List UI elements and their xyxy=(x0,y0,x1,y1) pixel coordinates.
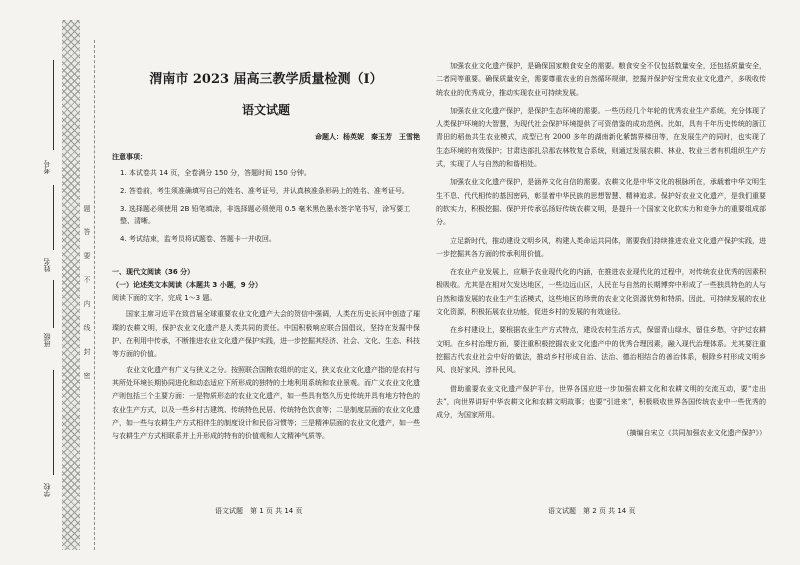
seal-char: 封 xyxy=(83,348,91,355)
passage-paragraph: 加强农业文化遗产保护，是确保国家粮食安全的需要。粮食安全不仅包括数量安全，还包括质量安全，二者同等重要。确保质量安全，需要尊重农业的自然循环规律，挖掘并保护好宝贵农业文化遗产，多吸收传统农业的优秀成分，推动实现农业可持续发展。 xyxy=(436,62,766,97)
passage-paragraph: 在农业产业发展上，应顺予农业现代化的内涵，在推进农业现代化的过程中，对传统农业优秀的因素积极吸收。尤其是在相对欠发达地区，一些边远山区，人民在与自然的长期博弈中形成了一些独具特色的人与自然和谐发展的农业生产生活模式，这些地区的珍贵的农业文化资源优势和特质。因此，可持续发展的农业文化资源，积极拓展农业功能，促进乡村的发展的有效途径。 xyxy=(436,268,766,317)
school-label: 学校 xyxy=(43,483,51,497)
exam-no-label: 考号 xyxy=(43,160,51,174)
school-underline xyxy=(53,370,54,475)
note-item: 4. 考试结束，监考员将试题卷、答题卡一并收回。 xyxy=(120,234,276,243)
seal-char: 答 xyxy=(83,228,91,235)
exam-no-underline xyxy=(53,60,54,150)
seal-char: 内 xyxy=(83,300,91,307)
passage-paragraph: 在乡村建设上，要根据农业生产方式特点，建设农村生活方式，保留青山绿水，留住乡愁，守护过农耕文明。在乡村治理方面，要注重积极挖掘农业文化遗产中的优秀合理因素，融入现代治理体系。尤其要注重挖掘古代农业社会中好的做法，推动乡村形成自治、法治、德治相结合的善治体系，根除乡村形成文明乡风、良好家风、淳朴民风。 xyxy=(436,326,766,375)
exam-page-2 xyxy=(436,60,766,441)
reading-instruction: 阅读下面的文字，完成 1～3 题。 xyxy=(112,294,217,303)
passage-paragraph: 加强农业文化遗产保护，是保护生态环境的需要。一些历经几个年轮的优秀农业生产系统，充分体现了人类保护环境的大智慧，为现代社会保护环境提供了可资借鉴的成功范例。比如，具有千年历史传统的浙江青田的稻鱼共生农业模式，成型已有 2000 多年的湖南新化紫鹊界梯田等，在发展生产的同时，也实现了生态环境的有效保护；甘肃迭部扎尕那农林牧复合系统，则通过发展农耕、林业、牧业三者有机组织生产方式，实现了人与自然的和谐相处。 xyxy=(436,106,766,169)
class-label: 班级 xyxy=(43,333,51,347)
seal-char: 不 xyxy=(83,276,91,283)
binding-strip-pattern xyxy=(62,20,80,550)
passage-source: （摘编自宋立《共同加强农业文化遗产保护》） xyxy=(622,429,766,438)
page-footer-2: 语文试题 第 2 页 共 14 页 xyxy=(548,507,636,515)
subsection-heading: （一）论述类文本阅读（本题共 3 小题，9 分） xyxy=(112,280,263,289)
passage-paragraph: 国家主席习近平在致首届全球重要农业文化遗产大会的贺信中强调，人类在历史长河中创造了璀璨的农耕文明，保护农业文化遗产是人类共同的责任。中国积极响应联合国倡议，坚持在发掘中保护、在利用中传承，不断推进农业文化遗产保护实践，进一步挖掘其经济、社会、文化、生态、科技等方面的价值。 xyxy=(112,310,420,359)
note-item: 3. 选择题必须使用 2B 铅笔填涂，非选择题必须使用 0.5 毫米黑色墨水签字笔书写，涂写要工整、清晰。 xyxy=(120,204,411,225)
note-item: 1. 本试卷共 14 页，全卷满分 150 分，答题时间 150 分钟。 xyxy=(120,169,311,178)
seal-char: 要 xyxy=(83,252,91,259)
exam-page-1 xyxy=(112,60,420,445)
passage-paragraph: 农业文化遗产有广义与狭义之分。按照联合国粮农组织的定义，狭义农业文化遗产指的是农村与其所处环境长期协同进化和动态适应下所形成的独特的土地利用系统和农业景观。而广义农业文化遗产则包括三个主要方面：一是物质形态的农业文化遗产，如一些具有悠久历史传统并具有地方特色的农业生产方式，以及一些乡村古建筑、传统特色民居、传统特色饮食等；二是制度层面的农业文化遗产，如一些与农耕生产方式相伴生的制度设计和民俗习惯等；三是精神层面的农业文化遗产，如一些与农耕生产方式相联系并上升形成的特有的价值观和人文精神气质等。 xyxy=(112,365,420,441)
seal-char: 线 xyxy=(83,324,91,331)
subject-title: 语文试题 xyxy=(241,102,290,117)
passage-paragraph: 加强农业文化遗产保护，是涵养文化自信的需要。农耕文化是中华文化的根脉所在，承载着中华文明生生不息、代代相传的基因密码，彰显着中华民族的思想智慧、精神追求。保护好农业文化遗产，是我们重要的软实力，积极挖掘、保护并传承弘扬好传统农耕文明，是提升一个国家文化软实力和竞争力的重要组成部分。 xyxy=(436,178,766,227)
notes-heading: 注意事项： xyxy=(112,152,147,161)
binding-cut-line xyxy=(94,40,95,550)
seal-char: 密 xyxy=(83,372,91,379)
passage-paragraph: 借助重要农业文化遗产保护平台，世界各国应进一步加强农耕文化和农耕文明的交流互动，要“走出去”，向世界讲好中华农耕文化和农耕文明故事；也要“引进来”，积极吸收世界各国传统农业中一些优秀的成分，为国家所用。 xyxy=(436,384,766,420)
page-footer-1: 语文试题 第 1 页 共 14 页 xyxy=(215,507,303,515)
name-underline xyxy=(53,185,54,250)
authors-line: 命题人：杨英妮 秦玉芳 王雪艳 xyxy=(315,133,420,142)
seal-char: 题 xyxy=(83,205,91,212)
exam-title: 渭南市 2023 届高三教学质量检测（Ⅰ） xyxy=(149,72,383,87)
name-label: 姓名 xyxy=(43,258,51,272)
class-underline xyxy=(53,280,54,328)
passage-paragraph: 立足新时代，推动建设文明乡风，构建人类命运共同体，需要我们持续推进农业文化遗产保护实践，进一步挖掘其各方面的传承利用价值。 xyxy=(436,236,766,258)
section-heading: 一、现代文阅读（36 分） xyxy=(112,267,195,276)
note-item: 2. 答卷前，考生须准确填写自己的姓名、准考证号，并认真核准条形码上的姓名、准考证号。 xyxy=(120,186,409,195)
